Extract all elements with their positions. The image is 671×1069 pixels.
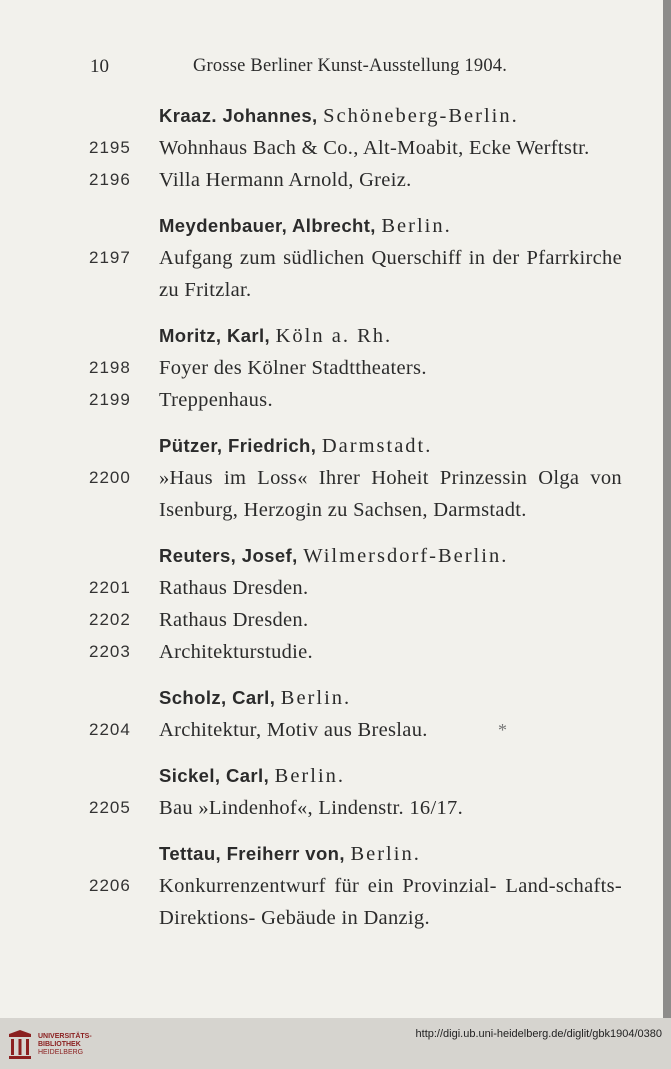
catalog-number: 2206 — [89, 876, 131, 895]
catalog-entries — [0, 100, 663, 934]
catalog-item — [0, 870, 663, 934]
artist-heading: Kraaz. Johannes, Schöneberg-Berlin. — [159, 105, 519, 127]
artist-place: Berlin. — [274, 765, 346, 787]
running-title: Grosse Berliner Kunst-Ausstellung 1904. — [193, 56, 508, 76]
artist-heading: Reuters, Josef, Wilmersdorf-Berlin. — [159, 545, 509, 567]
artist-heading: Sickel, Carl, Berlin. — [159, 765, 346, 787]
catalog-number: 2204 — [89, 720, 131, 739]
artist-place: Wilmersdorf-Berlin. — [303, 545, 509, 567]
artist-place: Berlin. — [350, 843, 421, 865]
artist-name: Tettau, Freiherr von — [159, 843, 340, 864]
work-title: Wohnhaus Bach & Co., Alt-Moabit, Ecke Werftstr. — [159, 137, 590, 159]
artist-heading: Moritz, Karl, Köln a. Rh. — [159, 325, 393, 347]
catalog-number: 2197 — [89, 248, 131, 267]
work-title: Rathaus Dresden. — [159, 609, 309, 631]
work-title: Bau »Lindenhof«, Lindenstr. 16/17. — [159, 797, 463, 819]
viewer-footer — [0, 1018, 671, 1069]
catalog-item — [0, 164, 663, 196]
catalog-item — [0, 352, 663, 384]
artist-place: Schöneberg-Berlin. — [323, 105, 519, 127]
catalog-number: 2198 — [89, 358, 131, 377]
work-title: Villa Hermann Arnold, Greiz. — [159, 169, 412, 191]
work-title: »Haus im Loss« Ihrer Hoheit Prinzessin Olga von Isenburg, Herzogin zu Sachsen, Darmstadt. — [159, 467, 622, 521]
catalog-item — [0, 242, 663, 306]
artist-name: Meydenbauer, Albrecht — [159, 215, 371, 236]
artist-name: Sickel, Carl — [159, 765, 264, 786]
catalog-item — [0, 384, 663, 416]
catalog-item — [0, 604, 663, 636]
page-edge — [663, 0, 671, 1018]
asterisk-mark: * — [498, 720, 507, 740]
page-number: 10 — [90, 56, 109, 77]
catalog-item — [0, 132, 663, 164]
library-name: UNIVERSITÄTS- BIBLIOTHEK HEIDELBERG — [38, 1033, 92, 1056]
catalog-item — [0, 714, 663, 746]
catalog-item — [0, 572, 663, 604]
catalog-number: 2195 — [89, 138, 131, 157]
work-title: Architektur, Motiv aus Breslau. — [159, 719, 428, 741]
artist-name: Kraaz. Johannes — [159, 105, 313, 126]
catalog-number: 2200 — [89, 468, 131, 487]
artist-name: Pützer, Friedrich — [159, 435, 311, 456]
catalog-item — [0, 636, 663, 668]
artist-place: Darmstadt. — [321, 435, 433, 457]
artist-name: Reuters, Josef — [159, 545, 293, 566]
artist-heading: Tettau, Freiherr von, Berlin. — [159, 843, 421, 865]
work-title: Rathaus Dresden. — [159, 577, 309, 599]
catalog-number: 2199 — [89, 390, 131, 409]
source-url-link[interactable]: http://digi.ub.uni-heidelberg.de/diglit/gbk1904/0380 — [415, 1028, 662, 1040]
catalog-item — [0, 792, 663, 824]
catalog-number: 2201 — [89, 578, 131, 597]
catalog-number: 2205 — [89, 798, 131, 817]
library-logo-icon — [6, 1028, 34, 1062]
artist-heading: Scholz, Carl, Berlin. — [159, 687, 352, 709]
work-title: Konkurrenzentwurf für ein Provinzial- Land-schafts- Direktions- Gebäude in Danzig. — [159, 875, 622, 929]
artist-place: Berlin. — [280, 687, 352, 709]
work-title: Treppenhaus. — [159, 389, 273, 411]
artist-place: Köln a. Rh. — [275, 325, 393, 347]
artist-name: Scholz, Carl — [159, 687, 270, 708]
artist-heading: Pützer, Friedrich, Darmstadt. — [159, 435, 433, 457]
work-title: Foyer des Kölner Stadttheaters. — [159, 357, 427, 379]
catalog-number: 2203 — [89, 642, 131, 661]
catalog-item — [0, 462, 663, 526]
artist-name: Moritz, Karl — [159, 325, 265, 346]
artist-place: Berlin. — [381, 215, 452, 237]
artist-heading: Meydenbauer, Albrecht, Berlin. — [159, 215, 452, 237]
catalog-number: 2196 — [89, 170, 131, 189]
page-header — [0, 56, 663, 86]
catalog-number: 2202 — [89, 610, 131, 629]
work-title: Architekturstudie. — [159, 641, 313, 663]
work-title: Aufgang zum südlichen Querschiff in der Pfarrkirche zu Fritzlar. — [159, 247, 622, 301]
